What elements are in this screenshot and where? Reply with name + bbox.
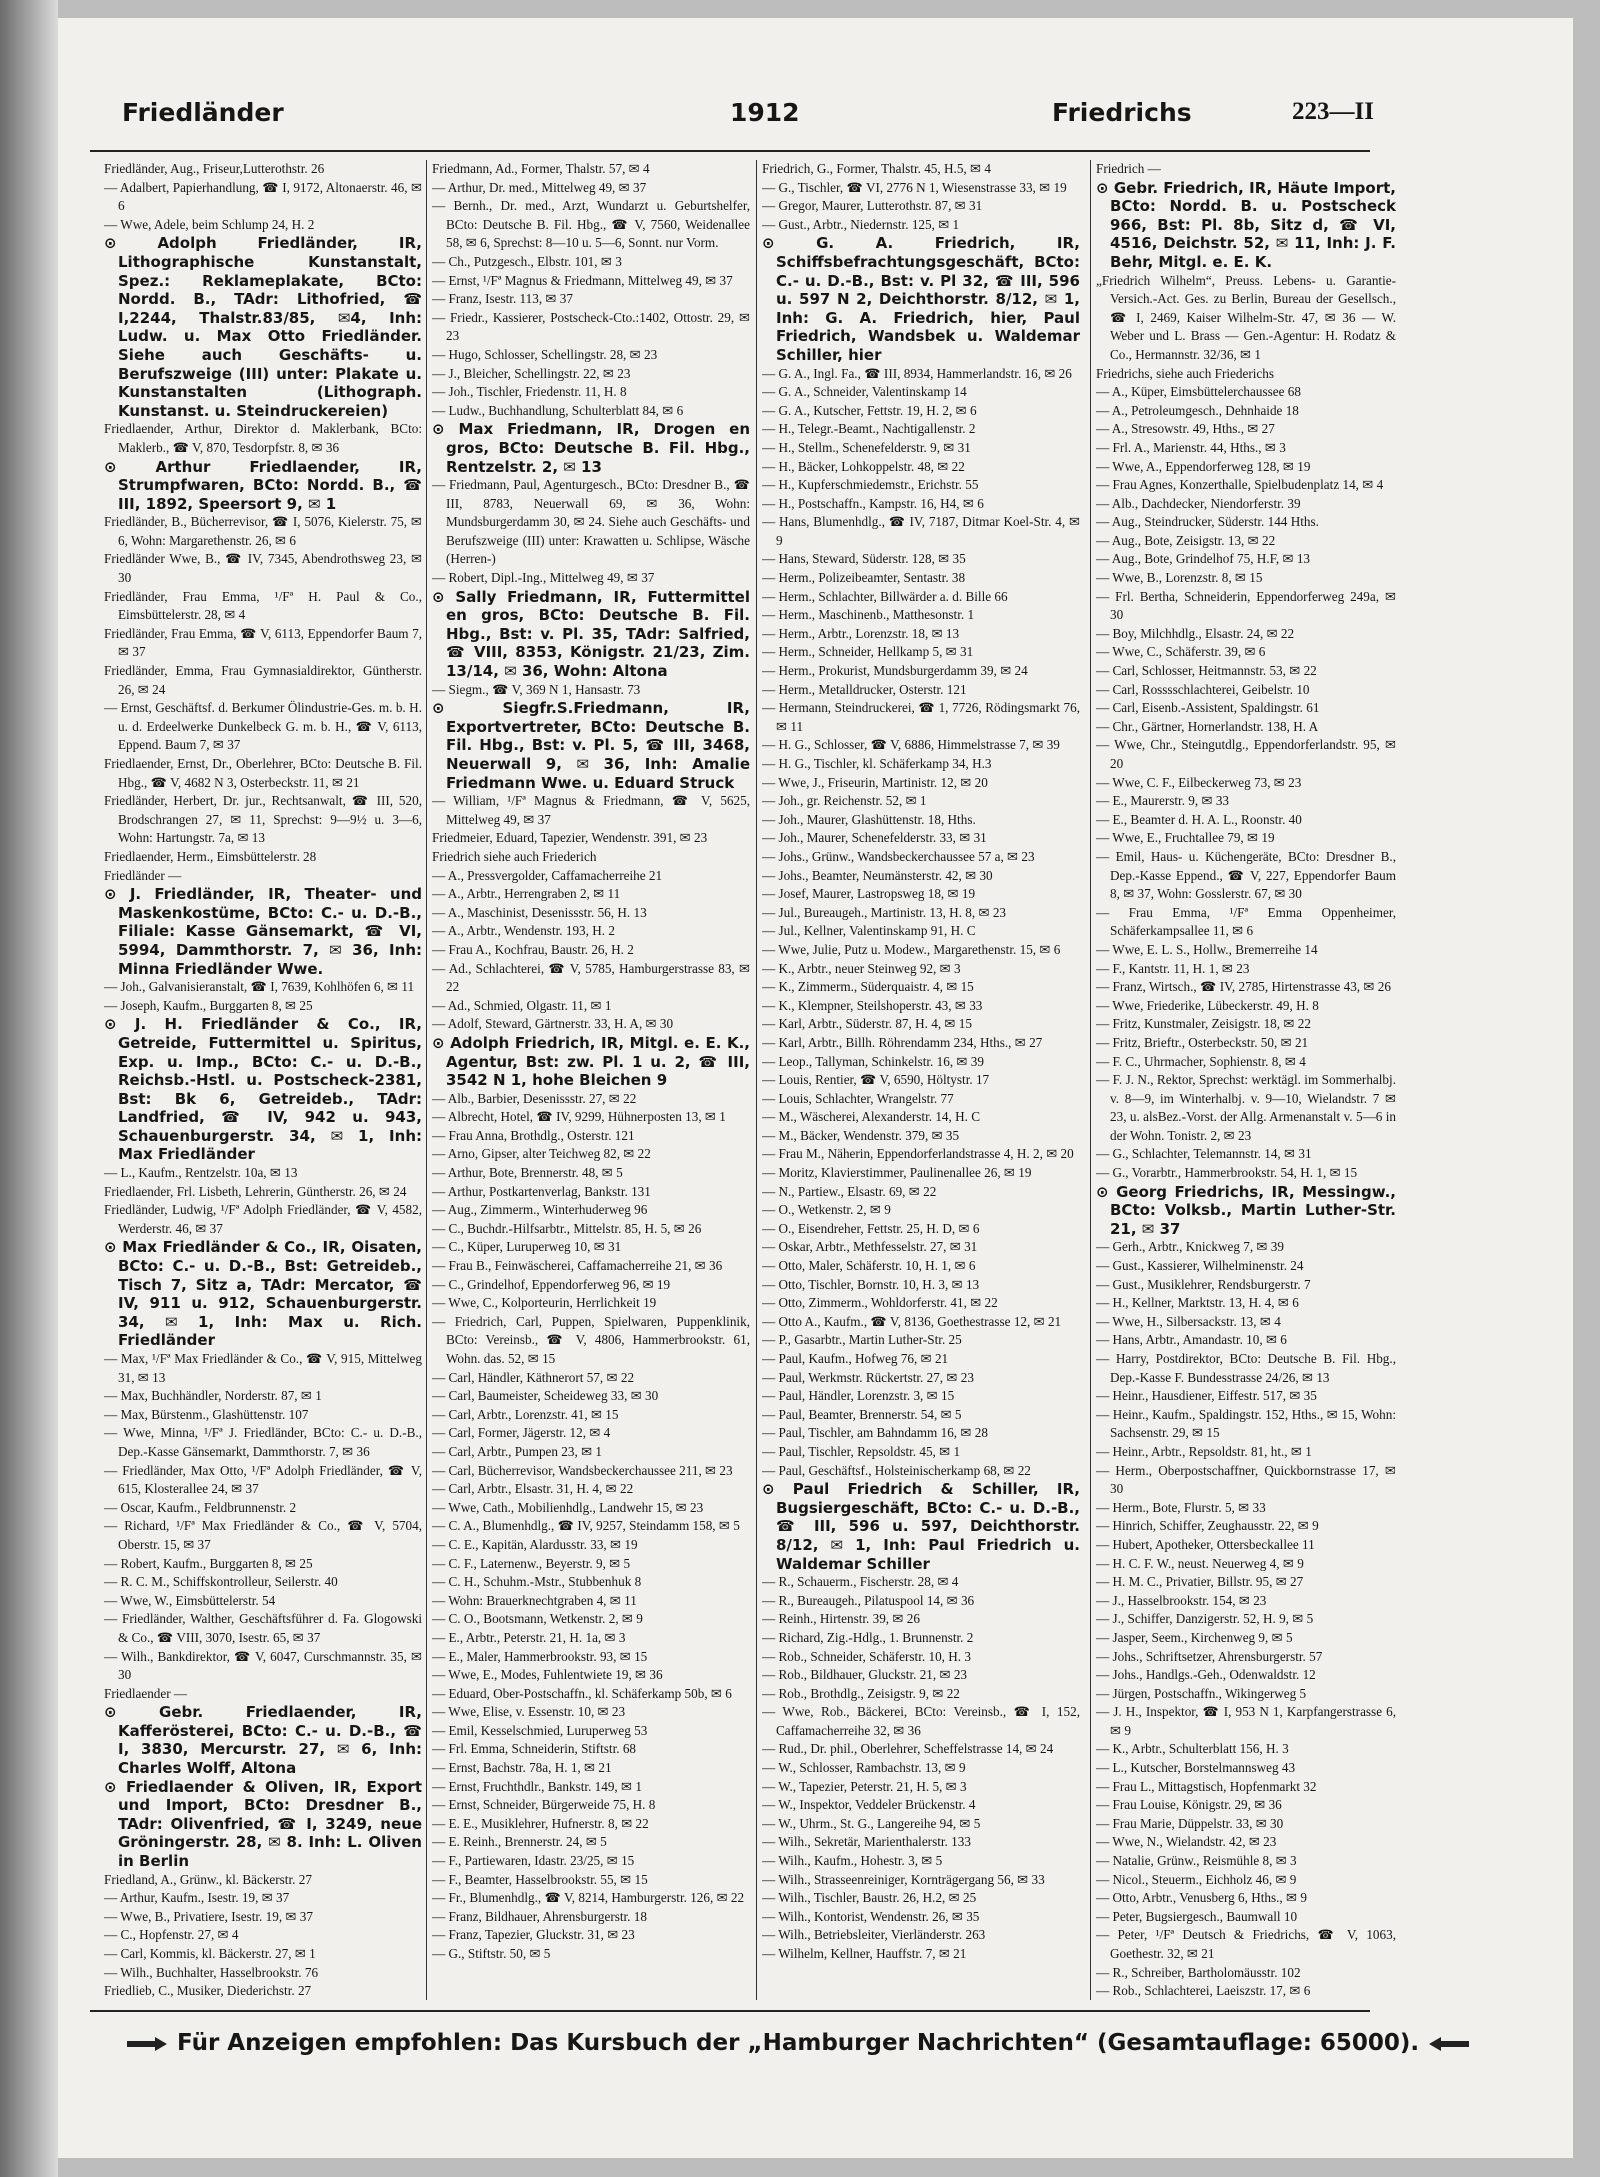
directory-entry: — Aug., Bote, Zeisigstr. 13, ✉ 22 (1096, 532, 1276, 548)
directory-entry: — Alb., Dachdecker, Niendorferstr. 39 (1096, 495, 1301, 511)
directory-entry: — P., Gasarbtr., Martin Luther-Str. 25 (762, 1332, 962, 1348)
directory-entry: — Arthur, Dr. med., Mittelweg 49, ✉ 37 (432, 179, 647, 195)
directory-entry: — G. A., Ingl. Fa., ☎ III, 8934, Hammerlandstr. 16, ✉ 26 (762, 365, 1072, 381)
directory-entry: — Peter, Bugsiergesch., Baumwall 10 (1096, 1908, 1298, 1924)
directory-entry: — Arthur, Bote, Brennerstr. 48, ✉ 5 (432, 1165, 623, 1181)
directory-entry: — H., Kupferschmiedemstr., Erichstr. 55 (762, 477, 979, 493)
directory-entry: — G., Stiftstr. 50, ✉ 5 (432, 1946, 551, 1961)
directory-entry: — Robert, Kaufm., Burggarten 8, ✉ 25 (104, 1555, 313, 1571)
directory-entry: Friedländer Wwe, B., ☎ IV, 7345, Abendrothsweg 23, ✉ 30 (104, 551, 422, 586)
directory-entry: — Wwe, W., Eimsbüttelerstr. 54 (104, 1592, 276, 1608)
directory-entry: — Frau Anna, Brothdlg., Osterstr. 121 (432, 1127, 635, 1143)
directory-entry: — Wwe, B., Privatiere, Isestr. 19, ✉ 37 (104, 1908, 313, 1924)
directory-entry: — Wwe, Rob., Bäckerei, BCto: Vereinsb., ☎ I, 152, Caffamacherreihe 32, ✉ 36 (762, 1704, 1080, 1738)
directory-entry: Friedrich siehe auch Friederich (432, 848, 597, 864)
directory-entry: — H. G., Tischler, kl. Schäferkamp 34, H.3 (762, 756, 992, 771)
directory-entry: — Hermann, Steindruckerei, ☎ 1, 7726, Rödingsmarkt 76, ✉ 11 (762, 700, 1080, 734)
directory-entry: — Siegm., ☎ V, 369 N 1, Hansastr. 73 (432, 681, 641, 697)
directory-entry: — Joh., Galvanisieranstalt, ☎ I, 7639, Kohlhöfen 6, ✉ 11 (104, 979, 415, 995)
directory-entry: — Wwe, Chr., Steingutdlg., Eppendorferlandstr. 95, ✉ 20 (1096, 737, 1396, 771)
footer-rule (90, 2010, 1370, 2012)
directory-entry: — A., Küper, Eimsbüttelerchaussee 68 (1096, 384, 1301, 400)
directory-entry: — Frau B., Feinwäscherei, Caffamacherreihe 21, ✉ 36 (432, 1258, 723, 1274)
directory-entry: — G., Schlachter, Telemannstr. 14, ✉ 31 (1096, 1146, 1312, 1162)
directory-entry: — J. H., Inspektor, ☎ I, 953 N 1, Karpfangerstrasse 6, ✉ 9 (1096, 1704, 1396, 1738)
directory-entry: — Frau M., Näherin, Eppendorferlandstrasse 4, H. 2, ✉ 20 (762, 1146, 1074, 1162)
directory-entry: — K., Klempner, Steilshoperstr. 43, ✉ 33 (762, 997, 983, 1013)
directory-entry: — Hans, Arbtr., Amandastr. 10, ✉ 6 (1096, 1332, 1287, 1348)
directory-entry: — Fritz, Brieftr., Osterbeckstr. 50, ✉ 21 (1096, 1034, 1309, 1050)
directory-entry: ⊙ Max Friedländer & Co., IR, Oisaten, BCto: C.- u. D.-B., Bst: Getreideb., Tisch 7, Sitz a, TAdr: Mercator, ☎ IV, 911 u. 912, Schauenburgerstr. 34, ✉ 1, Inh: Max u. Rich. Friedländer (104, 1238, 422, 1350)
directory-entry: — Friedmann, Paul, Agenturgesch., BCto: Dresdner B., ☎ III, 8783, Neuerwall 69, ✉ 36, Wohn: Mundsburgerdamm 30, ✉ 24. Siehe auch Geschäfts- und Berufszweige (III) unter: Krawatten u. Schlipse, Wäsche (Herren-) (432, 477, 750, 567)
directory-entry: — K., Arbtr., Schulterblatt 156, H. 3 (1096, 1741, 1289, 1757)
directory-entry: — Max, ¹/Fª Max Friedländer & Co., ☎ V, 915, Mittelweg 31, ✉ 13 (104, 1351, 422, 1385)
directory-entry: — Carl, Eisenb.-Assistent, Spaldingstr. 61 (1096, 700, 1320, 716)
directory-entry: — Wwe, N., Wielandstr. 42, ✉ 23 (1096, 1834, 1277, 1850)
directory-entry: — Richard, ¹/Fª Max Friedländer & Co., ☎ V, 5704, Oberstr. 15, ✉ 37 (104, 1518, 422, 1552)
directory-entry: — Heinr., Kaufm., Spaldingstr. 152, Hths., ✉ 15, Wohn: Sachsenstr. 29, ✉ 15 (1096, 1406, 1396, 1441)
directory-entry: Friedlieb, C., Musiker, Diederichstr. 27 (104, 1983, 312, 1999)
directory-entry: Friedländer — (104, 867, 182, 883)
directory-entry: — Arno, Gipser, alter Teichweg 82, ✉ 22 (432, 1146, 651, 1162)
directory-entry: — Wwe, Friederike, Lübeckerstr. 49, H. 8 (1096, 997, 1319, 1013)
directory-entry: — Ernst, Fruchthdlr., Bankstr. 149, ✉ 1 (432, 1778, 642, 1794)
directory-entry: ⊙ Adolph Friedrich, IR, Mitgl. e. E. K., Agentur, Bst: zw. Pl. 1 u. 2, ☎ III, 3542 N 1, hohe Bleichen 9 (432, 1033, 750, 1090)
directory-entry: — G., Tischler, ☎ VI, 2776 N 1, Wiesenstrasse 33, ✉ 19 (762, 179, 1067, 195)
directory-entry: — Wilh., Tischler, Baustr. 26, H.2, ✉ 25 (762, 1890, 977, 1906)
footer-text: Für Anzeigen empfohlen: Das Kursbuch der „Hamburger Nachrichten“ (Gesamtauflage: 65000). (177, 2030, 1420, 2056)
directory-entry: — Gust., Kassierer, Wilhelminenstr. 24 (1096, 1258, 1304, 1274)
page-header (62, 98, 1374, 138)
directory-entry: ⊙ Max Friedmann, IR, Drogen en gros, BCto: Deutsche B. Fil. Hbg., Rentzelstr. 2, ✉ 13 (432, 420, 750, 476)
directory-entry: — Franz, Isestr. 113, ✉ 37 (432, 291, 573, 307)
directory-entry: — Gust., Arbtr., Niedernstr. 125, ✉ 1 (762, 216, 960, 232)
directory-entry: — Herm., Maschinenb., Matthesonstr. 1 (762, 607, 975, 623)
directory-entry: — Herm., Oberpostschaffner, Quickbornstrasse 17, ✉ 30 (1096, 1462, 1396, 1497)
directory-entry: — Frau Emma, ¹/Fª Emma Oppenheimer, Schäferkampsallee 11, ✉ 6 (1096, 904, 1396, 939)
directory-entry: — Rob., Bildhauer, Gluckstr. 21, ✉ 23 (762, 1667, 968, 1683)
directory-entry: — E., Arbtr., Peterstr. 21, H. 1a, ✉ 3 (432, 1629, 626, 1645)
directory-entry: — Johs., Handlgs.-Geh., Odenwaldstr. 12 (1096, 1667, 1316, 1683)
column-4 (1096, 160, 1396, 2000)
directory-entry: — Joh., gr. Reichenstr. 52, ✉ 1 (762, 793, 927, 809)
directory-entry: — Friedländer, Walther, Geschäftsführer d. Fa. Glogowski & Co., ☎ VIII, 3070, Isestr. 65, ✉ 37 (104, 1611, 422, 1645)
directory-entry: — C., Hopfenstr. 27, ✉ 4 (104, 1927, 239, 1943)
directory-entry: Friedländer, Emma, Frau Gymnasialdirektor, Güntherstr. 26, ✉ 24 (104, 663, 422, 697)
directory-entry: Friedländer, Herbert, Dr. jur., Rechtsanwalt, ☎ III, 520, Brodschrangen 27, ✉ 11, Sprechst: 9—9½ u. 3—6, Wohn: Hartungstr. 7a, ✉ 13 (104, 793, 422, 846)
directory-entry: — Max, Buchhändler, Norderstr. 87, ✉ 1 (104, 1388, 322, 1404)
directory-entry: — H. C. F. W., neust. Neuerweg 4, ✉ 9 (1096, 1555, 1304, 1571)
directory-entry: — F. J. N., Rektor, Sprechst: werktägl. im Sommerhalbj. v. 8—9, im Winterhalbj. v. 9—10, Wielandstr. 7 ✉ 23, u. alsBez.-Vorst. der Allg. Armenanstalt v. 5—6 in der Wohn. Tonistr. 2, ✉ 23 (1096, 1072, 1396, 1143)
directory-entry: — Otto, Maler, Schäferstr. 10, H. 1, ✉ 6 (762, 1258, 976, 1274)
directory-entry: — G. A., Schneider, Valentinskamp 14 (762, 384, 967, 400)
directory-entry: Friedländer, Ludwig, ¹/Fª Adolph Friedländer, ☎ V, 4582, Werderstr. 46, ✉ 37 (104, 1202, 422, 1236)
directory-entry: Friedländer, Frau Emma, ¹/Fª H. Paul & Co., Eimsbüttelerstr. 28, ✉ 4 (104, 588, 422, 623)
directory-entry: — Fr., Blumenhdlg., ☎ V, 8214, Hamburgerstr. 126, ✉ 22 (432, 1890, 745, 1906)
directory-entry: — Carl, Former, Jägerstr. 12, ✉ 4 (432, 1425, 611, 1441)
directory-entry: — H., Stellm., Schenefelderstr. 9, ✉ 31 (762, 439, 971, 455)
directory-entry: — Gregor, Maurer, Lutterothstr. 87, ✉ 31 (762, 198, 983, 214)
directory-entry: — Frau A., Kochfrau, Baustr. 26, H. 2 (432, 941, 634, 957)
directory-entry: — A., Petroleumgesch., Dehnhaide 18 (1096, 402, 1299, 418)
directory-entry: — Wwe, J., Friseurin, Martinistr. 12, ✉ 20 (762, 774, 988, 790)
directory-entry: — Jul., Kellner, Valentinskamp 91, H. C (762, 923, 976, 939)
directory-entry: Friedländer, Frau Emma, ☎ V, 6113, Eppendorfer Baum 7, ✉ 37 (104, 625, 422, 660)
directory-entry: ⊙ J. Friedländer, IR, Theater- und Maskenkostüme, BCto: C.- u. D.-B., Filiale: Kasse Gänsemarkt, ☎ VI, 5994, Dammthorstr. 7, ✉ 36, Inh: Minna Friedländer Wwe. (104, 885, 422, 978)
directory-entry: — A., Stresowstr. 49, Hths., ✉ 27 (1096, 421, 1275, 437)
directory-entry: — Hugo, Schlosser, Schellingstr. 28, ✉ 23 (432, 346, 658, 362)
directory-entry: — Ad., Schmied, Olgastr. 11, ✉ 1 (432, 997, 612, 1013)
directory-entry: — Robert, Dipl.-Ing., Mittelweg 49, ✉ 37 (432, 570, 655, 586)
directory-entry: — C. O., Bootsmann, Wetkenstr. 2, ✉ 9 (432, 1611, 643, 1627)
book-binding (0, 0, 58, 2177)
directory-entry: — Frau Louise, Königstr. 29, ✉ 36 (1096, 1797, 1282, 1813)
directory-entry: — Wwe, Elise, v. Essenstr. 10, ✉ 23 (432, 1704, 626, 1720)
directory-entry: — Johs., Schriftsetzer, Ahrensburgerstr. 57 (1096, 1648, 1323, 1664)
directory-entry: — Joh., Tischler, Friedenstr. 11, H. 8 (432, 384, 627, 400)
directory-entry: — K., Zimmerm., Süderquaistr. 4, ✉ 15 (762, 979, 974, 995)
directory-entry: — Richard, Zig.-Hdlg., 1. Brunnenstr. 2 (762, 1629, 974, 1645)
directory-entry: — Paul, Händler, Lorenzstr. 3, ✉ 15 (762, 1388, 955, 1404)
directory-entry: — W., Uhrm., St. G., Langereihe 94, ✉ 5 (762, 1815, 981, 1831)
directory-entry: — E. Reinh., Brennerstr. 24, ✉ 5 (432, 1834, 607, 1850)
directory-entry: — Ch., Putzgesch., Elbstr. 101, ✉ 3 (432, 253, 622, 269)
directory-entry: — Emil, Kesselschmied, Luruperweg 53 (432, 1722, 648, 1738)
directory-entry: — Ernst, Bachstr. 78a, H. 1, ✉ 21 (432, 1760, 612, 1776)
column-2 (432, 160, 750, 2000)
directory-entry: — O., Eisendreher, Fettstr. 25, H. D, ✉ 6 (762, 1220, 980, 1236)
directory-entry: Friedlaender, Arthur, Direktor d. Maklerbank, BCto: Maklerb., ☎ V, 870, Tesdorpfstr. 8, ✉ 36 (104, 421, 422, 455)
directory-entry: — H., Telegr.-Beamt., Nachtigallenstr. 2 (762, 421, 976, 437)
directory-entry: — N., Partiew., Elsastr. 69, ✉ 22 (762, 1183, 937, 1199)
directory-entry: ⊙ Sally Friedmann, IR, Futtermittel en gros, BCto: Deutsche B. Fil. Hbg., Bst: v. Pl. 35, TAdr: Salfried, ☎ VIII, 8353, Königstr. 21/23, Zim. 13/14, ✉ 36, Wohn: Altona (432, 587, 750, 681)
directory-entry: — Oscar, Kaufm., Feldbrunnenstr. 2 (104, 1499, 297, 1515)
directory-entry: Friedlaender, Ernst, Dr., Oberlehrer, BCto: Deutsche B. Fil. Hbg., ☎ V, 4682 N 3, Osterbeckstr. 11, ✉ 21 (104, 756, 422, 790)
directory-entry: — H. G., Schlosser, ☎ V, 6886, Himmelstrasse 7, ✉ 39 (762, 737, 1060, 753)
directory-entry: — Otto, Arbtr., Venusberg 6, Hths., ✉ 9 (1096, 1890, 1307, 1906)
column-divider (1090, 160, 1091, 2000)
directory-entry: ⊙ Georg Friedrichs, IR, Messingw., BCto: Volksb., Martin Luther-Str. 21, ✉ 37 (1096, 1182, 1396, 1238)
directory-entry: — Wwe, Minna, ¹/Fª J. Friedländer, BCto: C.- u. D.-B., Dep.-Kasse Gänsemarkt, Dammthorstr. 7, ✉ 36 (104, 1425, 422, 1459)
directory-entry: — Paul, Tischler, Repsoldstr. 45, ✉ 1 (762, 1443, 961, 1459)
directory-entry: — Emil, Haus- u. Küchengeräte, BCto: Dresdner B., Dep.-Kasse Eppend., ☎ V, 227, Eppendorfer Baum 8, ✉ 37, Wohn: Gosslerstr. 67, ✉ 30 (1096, 848, 1396, 902)
directory-entry: — Franz, Wirtsch., ☎ IV, 2785, Hirtenstrasse 43, ✉ 26 (1096, 979, 1391, 995)
directory-entry: — Jul., Bureaugeh., Martinistr. 13, H. 8, ✉ 23 (762, 904, 1007, 920)
directory-entry: Friedländer, B., Bücherrevisor, ☎ I, 5076, Kielerstr. 75, ✉ 6, Wohn: Margarethenstr. 26, ✉ 6 (104, 514, 422, 548)
directory-entry: — Gust., Musiklehrer, Rendsburgerstr. 7 (1096, 1276, 1311, 1292)
directory-entry: — Bernh., Dr. med., Arzt, Wundarzt u. Geburtshelfer, BCto: Deutsche B. Fil. Hbg., ☎ V, 7560, Weidenallee 58, ✉ 6, Sprechst: 8—10 u. 5—6, Sonnt. nur Vorm. (432, 198, 750, 251)
directory-entry: — E., Maurerstr. 9, ✉ 33 (1096, 793, 1230, 809)
directory-entry: — Wwe, Cath., Mobilienhdlg., Landwehr 15, ✉ 23 (432, 1499, 704, 1515)
directory-entry: — Carl, Baumeister, Scheideweg 33, ✉ 30 (432, 1388, 659, 1404)
directory-entry: — W., Inspektor, Veddeler Brückenstr. 4 (762, 1797, 976, 1813)
directory-entry: — C., Küper, Luruperweg 10, ✉ 31 (432, 1239, 622, 1255)
directory-entry: — Frl. Bertha, Schneiderin, Eppendorferweg 249a, ✉ 30 (1096, 588, 1396, 623)
directory-entry: — E., Maler, Hammerbrookstr. 93, ✉ 15 (432, 1648, 648, 1664)
directory-entry: — F., Partiewaren, Idastr. 23/25, ✉ 15 (432, 1853, 635, 1869)
directory-entry: — Wilh., Kaufm., Hohestr. 3, ✉ 5 (762, 1853, 943, 1869)
directory-entry: — Wwe, Adele, beim Schlump 24, H. 2 (104, 216, 315, 232)
directory-entry: — Wohn: Brauerknechtgraben 4, ✉ 11 (432, 1592, 637, 1608)
directory-entry: — Hubert, Apotheker, Ottersbeckallee 11 (1096, 1536, 1315, 1552)
directory-entry: — Wwe, C., Schäferstr. 39, ✉ 6 (1096, 644, 1266, 660)
directory-entry: — Aug., Bote, Grindelhof 75, H.F, ✉ 13 (1096, 551, 1311, 567)
directory-entry: — Carl, Schlosser, Heitmannstr. 53, ✉ 22 (1096, 663, 1317, 679)
directory-entry: — Joh., Maurer, Glashüttenstr. 18, Hths. (762, 811, 976, 827)
directory-entry: — Joseph, Kaufm., Burggarten 8, ✉ 25 (104, 997, 313, 1013)
directory-entry: — F., Kantstr. 11, H. 1, ✉ 23 (1096, 960, 1250, 976)
directory-entry: — Eduard, Ober-Postschaffn., kl. Schäferkamp 50b, ✉ 6 (432, 1685, 732, 1701)
directory-entry: — A., Arbtr., Herrengraben 2, ✉ 11 (432, 886, 621, 902)
directory-entry: — Otto, Zimmerm., Wohldorferstr. 41, ✉ 22 (762, 1295, 998, 1311)
directory-entry: — Rud., Dr. phil., Oberlehrer, Scheffelstrasse 14, ✉ 24 (762, 1741, 1054, 1757)
directory-entry: — Nicol., Steuerm., Eichholz 46, ✉ 9 (1096, 1871, 1297, 1887)
directory-entry: — C., Grindelhof, Eppendorferweg 96, ✉ 19 (432, 1276, 671, 1292)
directory-entry: — C. F., Laternenw., Beyerstr. 9, ✉ 5 (432, 1555, 631, 1571)
directory-entry: — Ernst, ¹/Fª Magnus & Friedmann, Mittelweg 49, ✉ 37 (432, 272, 733, 288)
directory-entry: — Alb., Barbier, Desenissstr. 27, ✉ 22 (432, 1090, 637, 1106)
directory-entry: — Paul, Beamter, Brennerstr. 54, ✉ 5 (762, 1406, 962, 1422)
column-divider (426, 160, 427, 2000)
directory-entry: — J., Bleicher, Schellingstr. 22, ✉ 23 (432, 365, 631, 381)
directory-entry: ⊙ G. A. Friedrich, IR, Schiffsbefrachtungsgeschäft, BCto: C.- u. D.-B., Bst: v. Pl 32, ☎ III, 596 u. 597 N 2, Deichthorstr. 8/12, ✉ 1, Inh: G. A. Friedrich, hier, Paul Friedrich, Wandsbek u. Waldemar Schiller, hier (762, 234, 1080, 364)
directory-entry: — Paul, Geschäftsf., Holsteinischerkamp 68, ✉ 22 (762, 1462, 1031, 1478)
directory-entry: — Rob., Schlachterei, Laeiszstr. 17, ✉ 6 (1096, 1983, 1311, 1999)
directory-entry: — Carl, Rosssschlachterei, Geibelstr. 10 (1096, 681, 1310, 697)
directory-entry: — Carl, Arbtr., Pumpen 23, ✉ 1 (432, 1443, 603, 1459)
directory-entry: — Wwe, C., Kolporteurin, Herrlichkeit 19 (432, 1295, 657, 1311)
directory-entry: — Boy, Milchhdlg., Elsastr. 24, ✉ 22 (1096, 625, 1295, 641)
directory-entry: — Peter, ¹/Fª Deutsch & Friedrichs, ☎ V, 1063, Goethestr. 32, ✉ 21 (1096, 1927, 1396, 1961)
directory-entry: — Hinrich, Schiffer, Zeughausstr. 22, ✉ 9 (1096, 1518, 1319, 1534)
directory-entry: — Harry, Postdirektor, BCto: Deutsche B. Fil. Hbg., Dep.-Kasse F. Bundesstrasse 24/26, ✉ 13 (1096, 1351, 1396, 1385)
pointing-hand-icon (1427, 2033, 1471, 2055)
directory-entry: — Frau Marie, Düppelstr. 33, ✉ 30 (1096, 1815, 1284, 1831)
directory-entry: — W., Tapezier, Peterstr. 21, H. 5, ✉ 3 (762, 1778, 967, 1794)
directory-entry: — C. H., Schuhm.-Mstr., Stubbenhuk 8 (432, 1574, 642, 1590)
directory-entry: — A., Arbtr., Wendenstr. 193, H. 2 (432, 923, 615, 939)
directory-entry: — Friedr., Kassierer, Postscheck-Cto.:1402, Ottostr. 29, ✉ 23 (432, 309, 750, 344)
directory-entry: — Otto, Tischler, Bornstr. 10, H. 3, ✉ 13 (762, 1276, 980, 1292)
directory-entry: — Herm., Schlachter, Billwärder a. d. Bille 66 (762, 588, 1008, 604)
directory-entry: — Oskar, Arbtr., Methfesselstr. 27, ✉ 31 (762, 1239, 978, 1255)
directory-entry: — Rob., Brothdlg., Zeisigstr. 9, ✉ 22 (762, 1685, 960, 1701)
directory-entry: — Gerh., Arbtr., Knickweg 7, ✉ 39 (1096, 1239, 1284, 1255)
directory-entry: — E. E., Musiklehrer, Hufnerstr. 8, ✉ 22 (432, 1815, 649, 1831)
directory-entry: — Carl, Arbtr., Lorenzstr. 41, ✉ 15 (432, 1406, 619, 1422)
directory-entry: — Adolf, Steward, Gärtnerstr. 33, H. A, ✉ 30 (432, 1016, 674, 1032)
directory-entry: — Paul, Werkmstr. Rückertstr. 27, ✉ 23 (762, 1369, 974, 1385)
directory-entry: — Jasper, Seem., Kirchenweg 9, ✉ 5 (1096, 1629, 1293, 1645)
directory-entry: Friedländer, Aug., Friseur,Lutterothstr. 26 (104, 161, 325, 176)
directory-entry: — G., Vorarbtr., Hammerbrookstr. 54, H. 1, ✉ 15 (1096, 1165, 1358, 1181)
directory-entry: — Wwe, A., Eppendorferweg 128, ✉ 19 (1096, 458, 1311, 474)
directory-entry: Friedrich, G., Former, Thalstr. 45, H.5, ✉ 4 (762, 161, 991, 176)
directory-entry: — Wwe, E. L. S., Hollw., Bremerreihe 14 (1096, 941, 1318, 957)
directory-entry: — H., Kellner, Marktstr. 13, H. 4, ✉ 6 (1096, 1295, 1299, 1311)
directory-entry: — Ernst, Schneider, Bürgerweide 75, H. 8 (432, 1797, 656, 1813)
directory-entry: — F., Beamter, Hasselbrookstr. 55, ✉ 15 (432, 1871, 648, 1887)
directory-entry: — Aug., Steindrucker, Süderstr. 144 Hths. (1096, 514, 1319, 530)
directory-entry: — Karl, Arbtr., Süderstr. 87, H. 4, ✉ 15 (762, 1016, 972, 1032)
directory-entry: — A., Maschinist, Desenissstr. 56, H. 13 (432, 904, 647, 920)
directory-entry: — Ad., Schlachterei, ☎ V, 5785, Hamburgerstrasse 83, ✉ 22 (432, 960, 750, 995)
directory-entry: — Hans, Steward, Süderstr. 128, ✉ 35 (762, 551, 966, 567)
directory-entry: — Frl. A., Marienstr. 44, Hths., ✉ 3 (1096, 439, 1286, 455)
directory-entry: — Johs., Grünw., Wandsbeckerchaussee 57 a, ✉ 23 (762, 848, 1035, 864)
directory-entry: — H., Postschaffn., Kampstr. 16, H4, ✉ 6 (762, 495, 984, 511)
directory-entry: — C. E., Kapitän, Alardusstr. 33, ✉ 19 (432, 1536, 638, 1552)
directory-entry: — Paul, Tischler, am Bahndamm 16, ✉ 28 (762, 1425, 988, 1441)
directory-entry: — J., Schiffer, Danzigerstr. 52, H. 9, ✉ 5 (1096, 1611, 1314, 1627)
footer-advert (125, 2030, 1471, 2056)
column-1 (104, 160, 422, 2000)
directory-entry: ⊙ Paul Friedrich & Schiller, IR, Bugsiergeschäft, BCto: C.- u. D.-B., ☎ III, 596 u. 597, Deichthorstr. 8/12, ✉ 1, Inh: Paul Friedrich u. Waldemar Schiller (762, 1480, 1080, 1573)
directory-entry: — Wilhelm, Kellner, Hauffstr. 7, ✉ 21 (762, 1946, 967, 1961)
directory-entry: Friedlaender, Herm., Eimsbüttelerstr. 28 (104, 848, 317, 864)
directory-entry: — Friedrich, Carl, Puppen, Spielwaren, Puppenklinik, BCto: Vereinsb., ☎ V, 4806, Hammerbrookstr. 61, Wohn. das. 52, ✉ 15 (432, 1313, 750, 1366)
directory-entry: — Chr., Gärtner, Hornerlandstr. 138, H. A (1096, 718, 1319, 734)
directory-entry: ⊙ Arthur Friedlaender, IR, Strumpfwaren, BCto: Nordd. B., ☎ III, 1892, Speersort 9, ✉ 1 (104, 457, 422, 513)
header-rule (90, 150, 1370, 152)
directory-entry: — Louis, Rentier, ☎ V, 6590, Höltystr. 17 (762, 1072, 990, 1088)
directory-entry: — Frau L., Mittagstisch, Hopfenmarkt 32 (1096, 1778, 1317, 1794)
directory-entry: — C., Buchdr.-Hilfsarbtr., Mittelstr. 85, H. 5, ✉ 26 (432, 1220, 702, 1236)
directory-entry: — Wwe, B., Lorenzstr. 8, ✉ 15 (1096, 570, 1263, 586)
directory-entry: „Friedrich Wilhelm“, Preuss. Lebens- u. Garantie-Versich.-Act. Ges. zu Berlin, Bureau der Gesellsch., ☎ I, 2469, Kaiser Wilhelm-Str. 47, ✉ 36 — W. Weber und L. Brass — Gen.-Agentur: H. Rodatz & Co., Hermannstr. 32/36, ✉ 1 (1096, 272, 1396, 362)
directory-entry: — Herm., Metalldrucker, Osterstr. 121 (762, 681, 967, 697)
directory-entry: — Arthur, Postkartenverlag, Bankstr. 131 (432, 1183, 651, 1199)
directory-entry: — R., Schreiber, Bartholomäusstr. 102 (1096, 1964, 1301, 1980)
directory-entry: — Louis, Schlachter, Wrangelstr. 77 (762, 1090, 954, 1106)
directory-entry: — Natalie, Grünw., Reismühle 8, ✉ 3 (1096, 1853, 1297, 1869)
directory-entry: — H. M. C., Privatier, Billstr. 95, ✉ 27 (1096, 1574, 1304, 1590)
directory-entry: — R. C. M., Schiffskontrolleur, Seilerstr. 40 (104, 1574, 338, 1590)
directory-entry: ⊙ Gebr. Friedlaender, IR, Kafferösterei, BCto: C.- u. D.-B., ☎ I, 3830, Mercurstr. 27, ✉ 6, Inh: Charles Wolff, Altona (104, 1703, 422, 1778)
directory-entry: — Herm., Arbtr., Lorenzstr. 18, ✉ 13 (762, 625, 960, 641)
directory-entry: — A., Pressvergolder, Caffamacherreihe 21 (432, 867, 663, 883)
page-number: 223—II (1292, 98, 1374, 125)
directory-entry: Friedrich — (1096, 161, 1161, 176)
header-right-keyword: Friedrichs (1052, 98, 1192, 127)
directory-entry: — Wilh., Strasseenreiniger, Kornträgergang 56, ✉ 33 (762, 1871, 1045, 1887)
directory-entry: — Herm., Schneider, Hellkamp 5, ✉ 31 (762, 644, 974, 660)
directory-entry: — Heinr., Arbtr., Repsoldstr. 81, ht., ✉ 1 (1096, 1443, 1312, 1459)
pointing-hand-icon (125, 2033, 169, 2055)
directory-entry: — G. A., Kutscher, Fettstr. 19, H. 2, ✉ 6 (762, 402, 977, 418)
directory-entry: — Carl, Bücherrevisor, Wandsbeckerchaussee 211, ✉ 23 (432, 1462, 733, 1478)
header-left-keyword: Friedländer (122, 98, 284, 127)
directory-entry: — Jürgen, Postschaffn., Wikingerweg 5 (1096, 1685, 1307, 1701)
directory-entry: — Max, Bürstenm., Glashüttenstr. 107 (104, 1406, 309, 1422)
directory-entry: — L., Kutscher, Borstelmannsweg 43 (1096, 1760, 1296, 1776)
directory-entry: — Karl, Arbtr., Billh. Röhrendamm 234, Hths., ✉ 27 (762, 1034, 1043, 1050)
directory-entry: — Moritz, Klavierstimmer, Paulinenallee 26, ✉ 19 (762, 1165, 1032, 1181)
directory-entry: Friedlaender — (104, 1685, 188, 1701)
directory-entry: — C. A., Blumenhdlg., ☎ IV, 9257, Steindamm 158, ✉ 5 (432, 1518, 740, 1534)
directory-entry: — Ernst, Geschäftsf. d. Berkumer Ölindustrie-Ges. m. b. H. u. d. Erdeelwerke Dunkelbeck G. m. b. H., ☎ V, 6113, Eppend. Baum 7, ✉ 37 (104, 700, 422, 753)
directory-entry: — Frl. Emma, Schneiderin, Stiftstr. 68 (432, 1741, 637, 1757)
directory-entry: — W., Schlosser, Rambachstr. 13, ✉ 9 (762, 1760, 966, 1776)
directory-entry: Friedmeier, Eduard, Tapezier, Wendenstr. 391, ✉ 23 (432, 830, 708, 846)
directory-entry: — Johs., Beamter, Neumänsterstr. 42, ✉ 30 (762, 867, 993, 883)
directory-entry: — Reinh., Hirtenstr. 39, ✉ 26 (762, 1611, 920, 1627)
directory-entry: — Wilh., Buchhalter, Hasselbrookstr. 76 (104, 1964, 319, 1980)
directory-entry: — Wilh., Betriebsleiter, Vierländerstr. 263 (762, 1927, 986, 1943)
directory-entry: — Arthur, Kaufm., Isestr. 19, ✉ 37 (104, 1890, 290, 1906)
directory-entry: — Heinr., Hausdiener, Eiffestr. 517, ✉ 35 (1096, 1388, 1317, 1404)
directory-entry: — Wwe, E., Fruchtallee 79, ✉ 19 (1096, 830, 1275, 846)
directory-entry: — Albrecht, Hotel, ☎ IV, 9299, Hühnerposten 13, ✉ 1 (432, 1109, 726, 1125)
directory-entry: — Josef, Maurer, Lastropsweg 18, ✉ 19 (762, 886, 976, 902)
directory-entry: — Carl, Arbtr., Elsastr. 31, H. 4, ✉ 22 (432, 1481, 634, 1497)
directory-entry: — J., Hasselbrookstr. 154, ✉ 23 (1096, 1592, 1267, 1608)
directory-entry: — R., Schauerm., Fischerstr. 28, ✉ 4 (762, 1574, 959, 1590)
directory-entry: — Wilh., Kontorist, Wendenstr. 26, ✉ 35 (762, 1908, 980, 1924)
column-divider (756, 160, 757, 2000)
directory-entry: — Wwe, C. F., Eilbeckerweg 73, ✉ 23 (1096, 774, 1302, 790)
directory-entry: Friedland, A., Grünw., kl. Bäckerstr. 27 (104, 1871, 312, 1887)
directory-entry: — Fritz, Kunstmaler, Zeisigstr. 18, ✉ 22 (1096, 1016, 1311, 1032)
directory-entry: — Wilh., Bankdirektor, ☎ V, 6047, Curschmannstr. 35, ✉ 30 (104, 1648, 422, 1683)
directory-entry: — William, ¹/Fª Magnus & Friedmann, ☎ V, 5625, Mittelweg 49, ✉ 37 (432, 793, 750, 827)
directory-entry: — M., Bäcker, Wendenstr. 379, ✉ 35 (762, 1127, 960, 1143)
directory-entry: — Paul, Kaufm., Hofweg 76, ✉ 21 (762, 1351, 949, 1366)
directory-entry: — Joh., Maurer, Schenefelderstr. 33, ✉ 31 (762, 830, 987, 846)
directory-entry: Friedmann, Ad., Former, Thalstr. 57, ✉ 4 (432, 161, 650, 176)
directory-entry: Friedlaender, Frl. Lisbeth, Lehrerin, Güntherstr. 26, ✉ 24 (104, 1183, 407, 1199)
directory-entry: — M., Wäscherei, Alexanderstr. 14, H. C (762, 1109, 981, 1125)
directory-entry: — Wwe, Julie, Putz u. Modew., Margarethenstr. 15, ✉ 6 (762, 941, 1061, 957)
directory-entry: — Wwe, H., Silbersackstr. 13, ✉ 4 (1096, 1313, 1281, 1329)
directory-entry: — R., Bureaugeh., Pilatuspool 14, ✉ 36 (762, 1592, 975, 1608)
directory-entry: — O., Wetkenstr. 2, ✉ 9 (762, 1202, 891, 1218)
directory-entry: ⊙ Adolph Friedländer, IR, Lithographische Kunstanstalt, Spez.: Reklameplakate, BCto: Nordd. B., TAdr: Lithofried, ☎ I,2244, Thalstr.83/85, ✉4, Inh: Ludw. u. Max Otto Friedländer. Siehe auch Geschäfts- u. Berufszweige (III) unter: Plakate u. Kunstanstalten (Lithograph. Kunstanst. u. Steindruckereien) (104, 234, 422, 420)
directory-entry: ⊙ Siegfr.S.Friedmann, IR, Exportvertreter, BCto: Deutsche B. Fil. Hbg., Bst: v. Pl. 5, ☎ III, 3468, Neuerwall 9, ✉ 36, Inh: Amalie Friedmann Wwe. u. Eduard Struck (432, 699, 750, 792)
directory-entry: — Carl, Händler, Käthnerort 57, ✉ 22 (432, 1369, 635, 1385)
directory-entry: — Herm., Prokurist, Mundsburgerdamm 39, ✉ 24 (762, 663, 1028, 679)
directory-entry: — L., Kaufm., Rentzelstr. 10a, ✉ 13 (104, 1165, 298, 1181)
directory-entry: — Otto A., Kaufm., ☎ V, 8136, Goethestrasse 12, ✉ 21 (762, 1313, 1062, 1329)
directory-entry: — Franz, Tapezier, Gluckstr. 31, ✉ 23 (432, 1927, 635, 1943)
directory-entry: — Franz, Bildhauer, Ahrensburgerstr. 18 (432, 1908, 647, 1924)
directory-entry: — Rob., Schneider, Schäferstr. 10, H. 3 (762, 1648, 971, 1664)
directory-entry: — K., Arbtr., neuer Steinweg 92, ✉ 3 (762, 960, 961, 976)
directory-entry: — F. C., Uhrmacher, Sophienstr. 8, ✉ 4 (1096, 1053, 1306, 1069)
directory-entry: — Herm., Bote, Flurstr. 5, ✉ 33 (1096, 1499, 1266, 1515)
directory-entry: — H., Bäcker, Lohkoppelstr. 48, ✉ 22 (762, 458, 965, 474)
directory-entry: — Leop., Tallyman, Schinkelstr. 16, ✉ 39 (762, 1053, 984, 1069)
directory-entry: — E., Beamter d. H. A. L., Roonstr. 40 (1096, 811, 1302, 827)
directory-entry: — Wilh., Sekretär, Marienthalerstr. 133 (762, 1834, 971, 1850)
directory-entry: ⊙ J. H. Friedländer & Co., IR, Getreide, Futtermittel u. Spiritus, Exp. u. Imp., BCto: C.- u. D.-B., Reichsb.-Hstl. u. Postscheck-2381, Bst: Bk 6, Getreideb., TAdr: Landfried, ☎ IV, 942 u. 943, Schauenburgerstr. 34, ✉ 1, Inh: Max Friedländer (104, 1015, 422, 1164)
directory-entry: — Frau Agnes, Konzerthalle, Spielbudenplatz 14, ✉ 4 (1096, 477, 1384, 493)
column-3 (762, 160, 1080, 2000)
directory-entry: — Adalbert, Papierhandlung, ☎ I, 9172, Altonaerstr. 46, ✉ 6 (104, 179, 422, 214)
directory-entry: — Hans, Blumenhdlg., ☎ IV, 7187, Ditmar Koel-Str. 4, ✉ 9 (762, 514, 1080, 548)
directory-entry: — Wwe, E., Modes, Fuhlentwiete 19, ✉ 36 (432, 1667, 663, 1683)
directory-entry: — Ludw., Buchhandlung, Schulterblatt 84, ✉ 6 (432, 402, 684, 418)
directory-entry: — Carl, Kommis, kl. Bäckerstr. 27, ✉ 1 (104, 1946, 316, 1961)
directory-entry: Friedrichs, siehe auch Friederichs (1096, 365, 1274, 381)
directory-entry: — Herm., Polizeibeamter, Sentastr. 38 (762, 570, 966, 586)
directory-entry: — Friedländer, Max Otto, ¹/Fª Adolph Friedländer, ☎ V, 615, Klosterallee 24, ✉ 37 (104, 1462, 422, 1497)
directory-entry: ⊙ Gebr. Friedrich, IR, Häute Import, BCto: Nordd. B. u. Postscheck 966, Bst: Pl. 8b, Sitz d, ☎ VI, 4516, Deichstr. 52, ✉ 11, Inh: J. F. Behr, Mitgl. e. E. K. (1096, 178, 1396, 271)
header-year: 1912 (730, 98, 800, 127)
directory-entry: ⊙ Friedlaender & Oliven, IR, Export und Import, BCto: Dresdner B., TAdr: Olivenfried, ☎ I, 3249, neue Gröningerstr. 28, ✉ 8. Inh: L. Oliven in Berlin (104, 1777, 422, 1871)
directory-entry: — Aug., Zimmerm., Winterhuderweg 96 (432, 1202, 648, 1218)
